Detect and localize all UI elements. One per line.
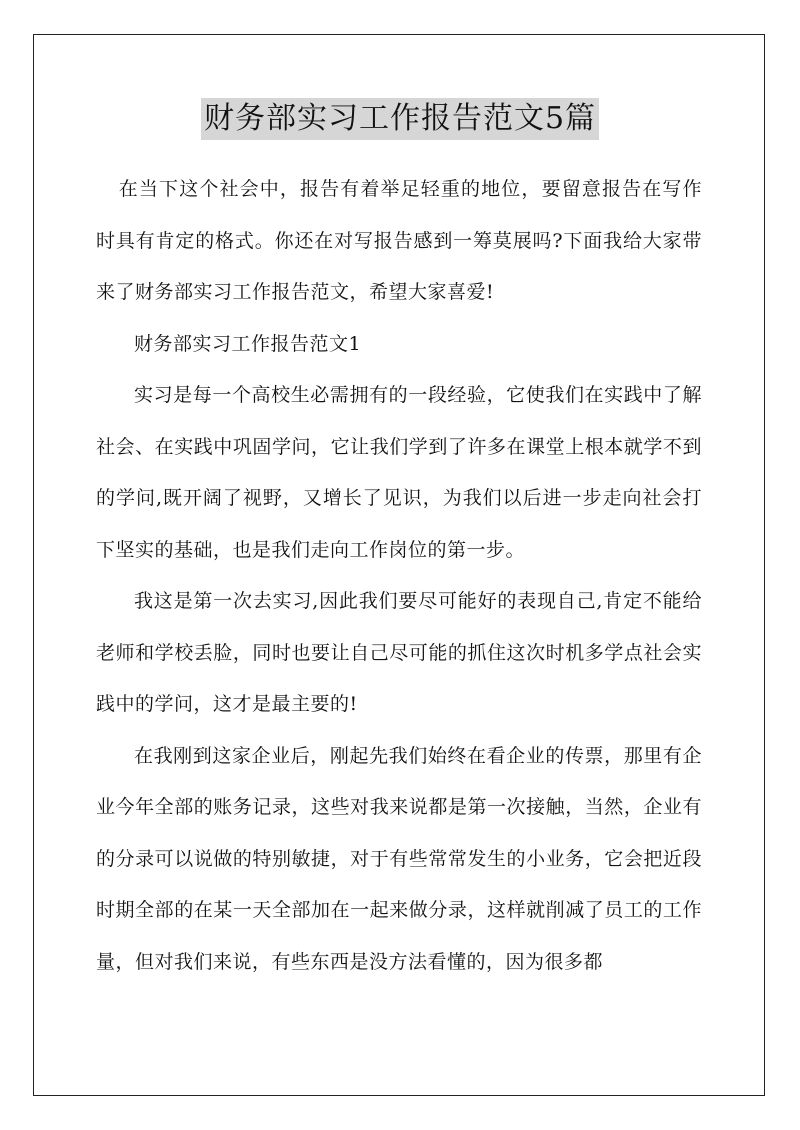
title-container xyxy=(0,98,800,140)
document-body xyxy=(96,164,702,988)
document-title: 财务部实习工作报告范文5篇 xyxy=(201,98,599,140)
intro-paragraph: 在当下这个社会中，报告有着举足轻重的地位，要留意报告在写作时具有肯定的格式。你还在对写报告感到一筹莫展吗?下面我给大家带来了财务部实习工作报告范文，希望大家喜爱! xyxy=(96,178,702,303)
body-paragraph: 我这是第一次去实习,因此我们要尽可能好的表现自己,肯定不能给老师和学校丢脸，同时也要让自己尽可能的抓住这次时机多学点社会实践中的学问，这才是最主要的! xyxy=(96,590,702,715)
section-heading: 财务部实习工作报告范文1 xyxy=(134,332,362,355)
body-paragraph: 实习是每一个高校生必需拥有的一段经验，它使我们在实践中了解社会、在实践中巩固学问，它让我们学到了许多在课堂上根本就学不到的学问,既开阔了视野，又增长了见识，为我们以后进一步走向社会打下坚实的基础，也是我们走向工作岗位的第一步。 xyxy=(96,384,702,561)
body-paragraph: 在我刚到这家企业后，刚起先我们始终在看企业的传票，那里有企业今年全部的账务记录，这些对我来说都是第一次接触，当然，企业有的分录可以说做的特别敏捷，对于有些常常发生的小业务，它会把近段时期全部的在某一天全部加在一起来做分录，这样就削减了员工的工作量，但对我们来说，有些东西是没方法看懂的，因为很多都 xyxy=(96,744,702,973)
